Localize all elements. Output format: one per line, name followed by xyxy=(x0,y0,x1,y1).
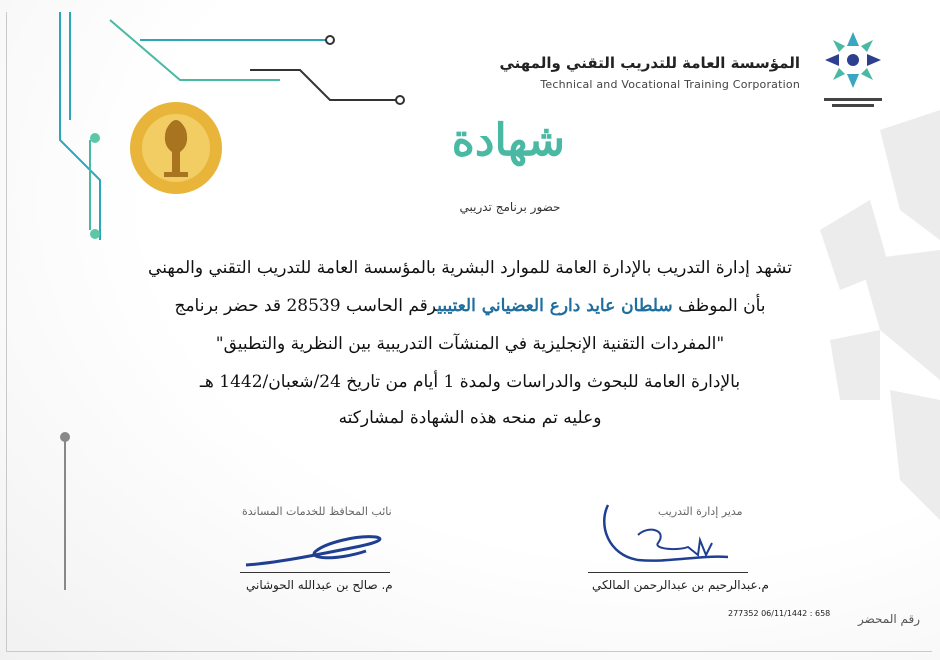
certificate-line-1: تشهد إدارة التدريب بالإدارة العامة للموارد البشرية بالمؤسسة العامة للتدريب التقني والمهني xyxy=(148,258,792,278)
left-signature-line xyxy=(240,572,390,573)
right-signature-image xyxy=(588,495,748,575)
program-name: "المفردات التقنية الإنجليزية في المنشآت التدريبية بين النظرية والتطبيق" xyxy=(215,334,725,354)
right-signatory-name: م.عبدالرحيم بن عبدالرحمن المالكي xyxy=(592,578,769,592)
left-signatory-title: نائب المحافظ للخدمات المساندة xyxy=(242,505,392,518)
excellence-award-badge-icon xyxy=(118,100,234,196)
registry-number-label: رقم المحضر xyxy=(858,612,921,626)
certificate-title: شهادة xyxy=(451,115,565,166)
left-signatory-name: م. صالح بن عبدالله الحوشاني xyxy=(246,578,393,592)
registry-number-value: 277352 06/11/1442 : 658 xyxy=(728,609,831,618)
certificate-subtitle: حضور برنامج تدريبي xyxy=(459,200,561,214)
organization-name-arabic: المؤسسة العامة للتدريب التقني والمهني xyxy=(499,54,800,72)
certificate-line-2 xyxy=(100,296,840,316)
right-signature-line xyxy=(588,572,748,573)
certificate-line-4: بالإدارة العامة للبحوث والدراسات ولمدة 1 أيام من تاريخ 24/شعبان/1442 هـ xyxy=(199,372,741,392)
organization-name-english: Technical and Vocational Training Corporation xyxy=(540,78,800,91)
employee-name: سلطان عايد دارع العضياني العتيبي xyxy=(437,296,673,316)
tvtc-logo-icon xyxy=(818,28,888,110)
left-signature-image xyxy=(236,525,396,575)
line-2-suffix: رقم الحاسب 28539 قد حضر برنامج xyxy=(174,296,438,316)
right-signatory-title: مدير إدارة التدريب xyxy=(658,505,743,518)
line-2-prefix: بأن الموظف xyxy=(678,296,766,316)
certificate-line-5: وعليه تم منحه هذه الشهادة لمشاركته xyxy=(338,408,602,428)
